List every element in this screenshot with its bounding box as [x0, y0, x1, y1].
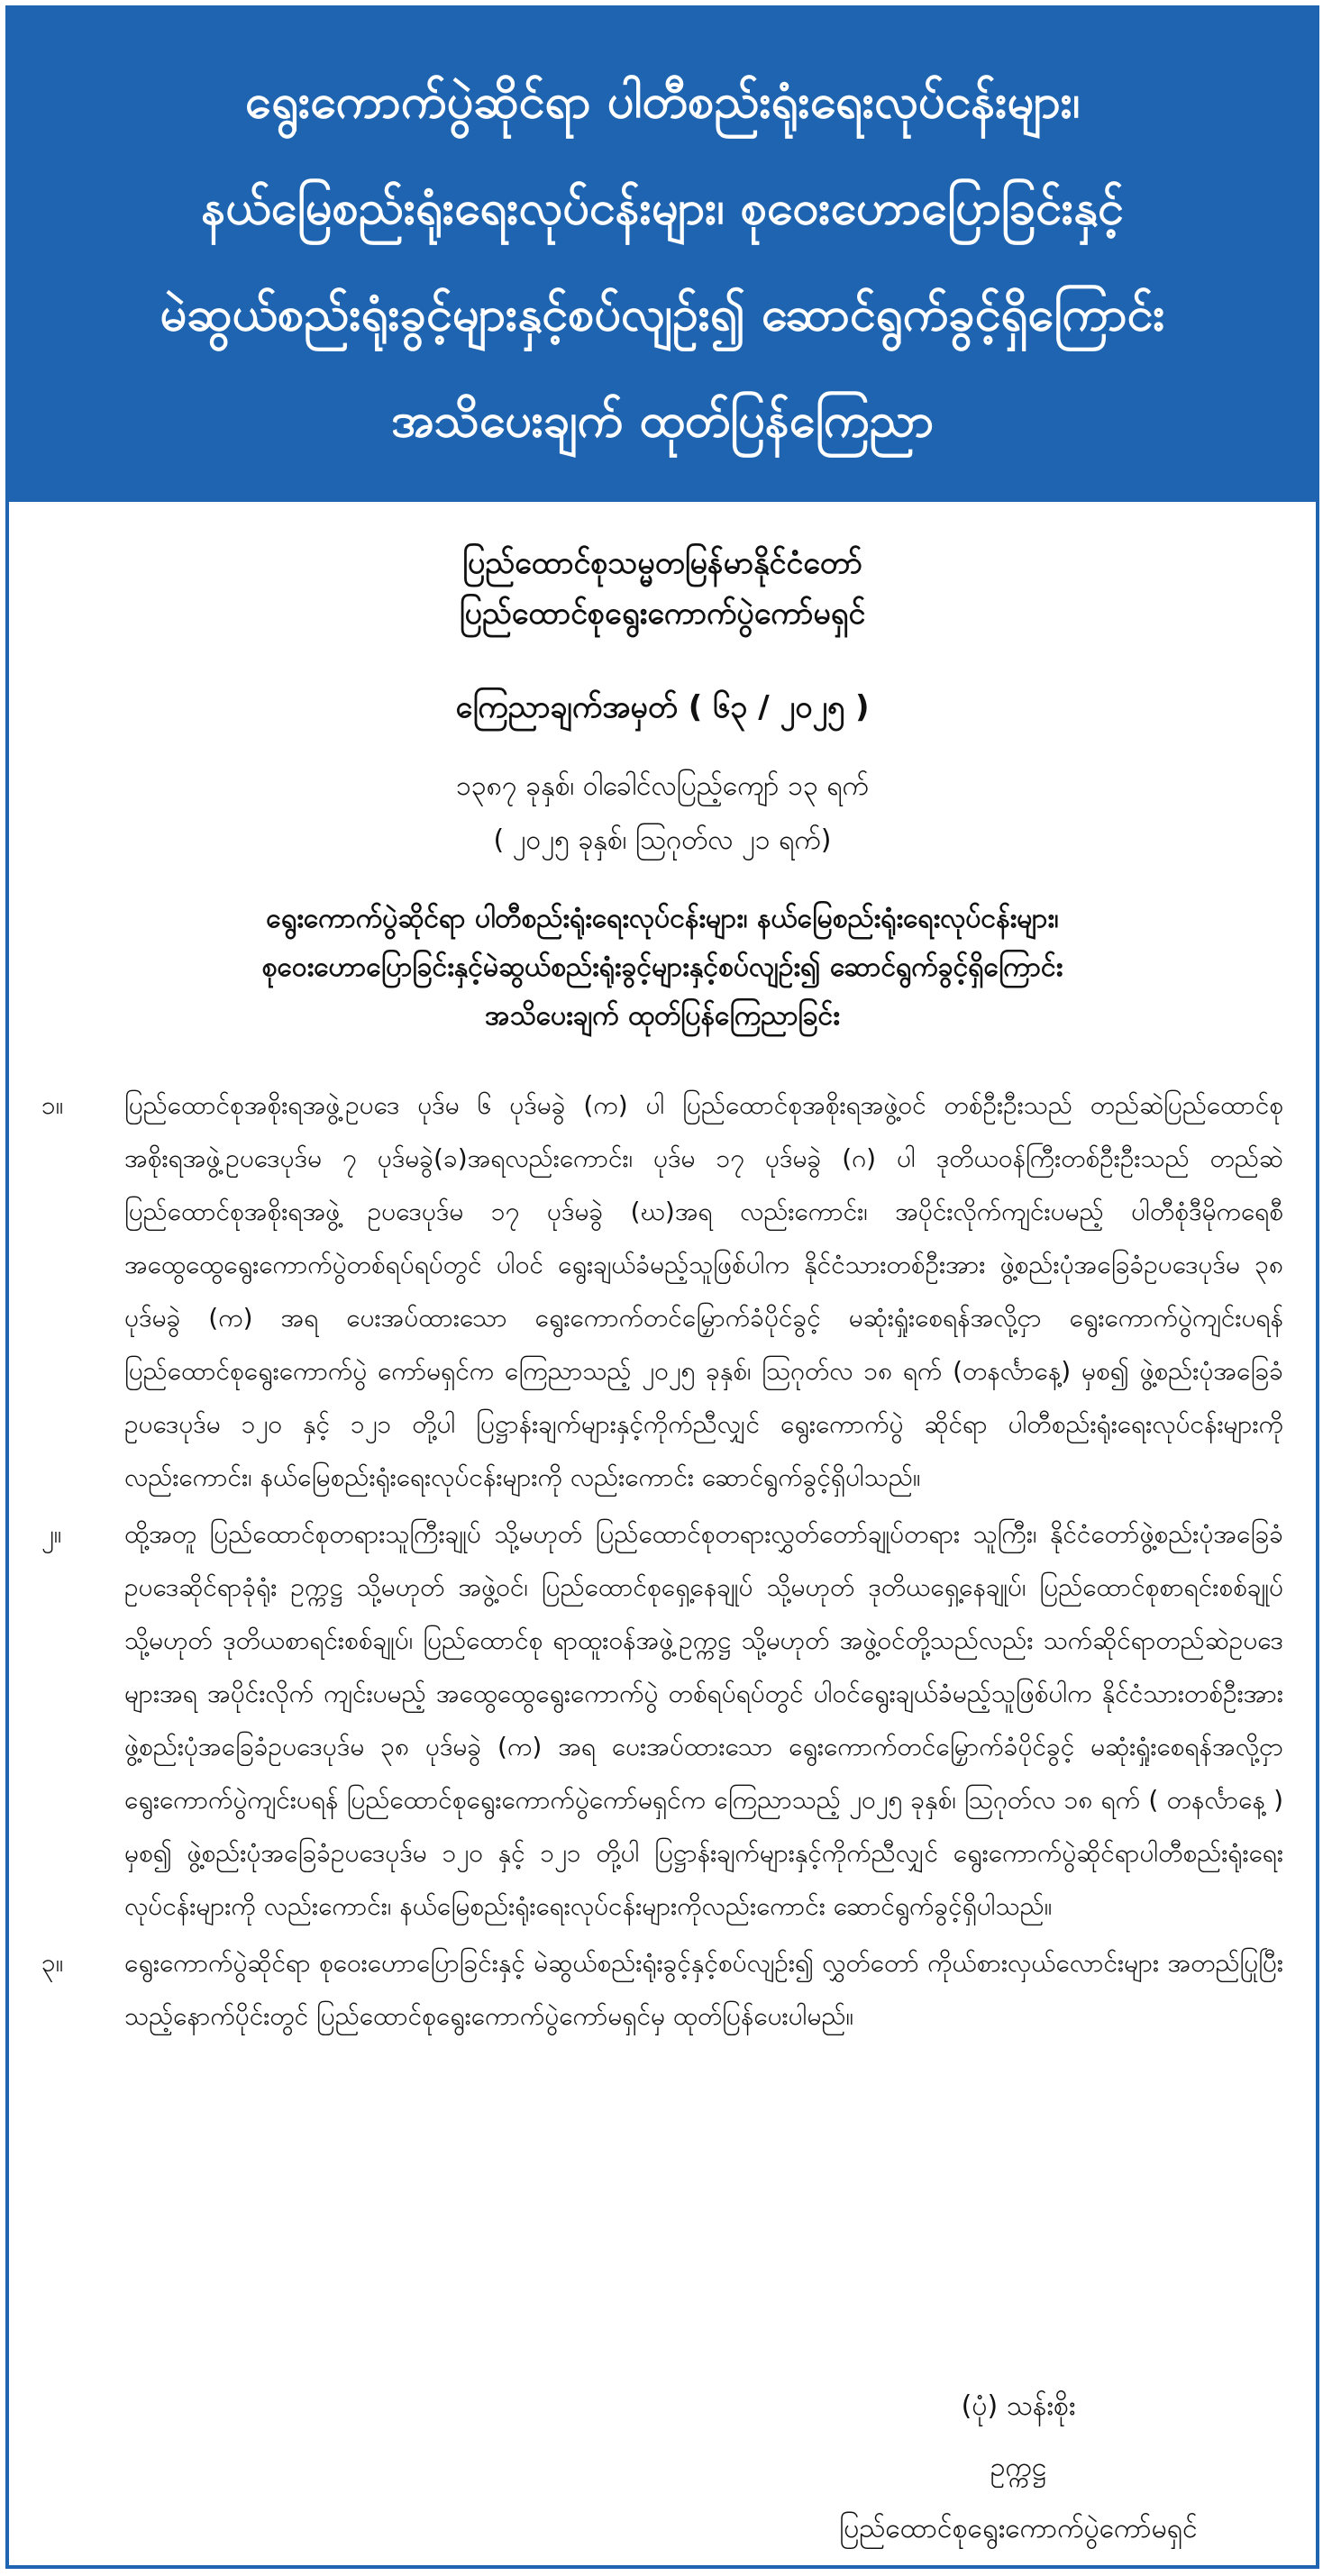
date-gregorian: ( ၂၀၂၅ ခုနှစ်၊ ဩဂုတ်လ ၂၁ ရက်): [493, 824, 832, 856]
org-name-commission: ပြည်ထောင်စုရွေးကောက်ပွဲကော်မရှင်: [459, 596, 866, 632]
paragraph-3: [41, 1936, 1283, 2043]
date-block: [9, 760, 1316, 868]
paragraph-number: ၃။: [41, 1948, 64, 1978]
paragraph-number: ၁။: [41, 1090, 64, 1120]
banner-title-line-2: နယ်မြေစည်းရုံးရေးလုပ်ငန်းများ၊ စုဝေးဟောပြောခြင်းနှင့်: [201, 181, 1124, 235]
issuing-organization: [9, 538, 1316, 639]
subject-heading: [9, 895, 1316, 1041]
banner-title-line-1: ရွေးကောက်ပွဲဆိုင်ရာ ပါတီစည်းရုံးရေးလုပ်ငန်းများ၊: [244, 75, 1081, 129]
announcement-body: [41, 1079, 1283, 2043]
paragraph-text: ရွေးကောက်ပွဲဆိုင်ရာ စုဝေးဟောပြောခြင်းနှင့် မဲဆွယ်စည်းရုံးခွင့်နှင့်စပ်လျဉ်း၍ လွှတ်တော် ကိုယ်စားလှယ်လောင်းများ အတည်ပြုပြီးသည့်နောက်ပိုင်းတွင် ပြည်ထောင်စုရွေးကောက်ပွဲကော်မရှင်မှ ထုတ်ပြန်ပေးပါမည်။: [124, 1948, 1283, 2031]
signatory-title: ဥက္ကဋ္ဌ: [990, 2452, 1047, 2483]
signatory-organization: ပြည်ထောင်စုရွေးကောက်ပွဲကော်မရှင်: [839, 2513, 1198, 2544]
paragraph-number: ၂။: [41, 1519, 62, 1549]
subject-line-1: ရွေးကောက်ပွဲဆိုင်ရာ ပါတီစည်းရုံးရေးလုပ်ငန်းများ၊ နယ်မြေစည်းရုံးရေးလုပ်ငန်းများ၊: [266, 903, 1059, 934]
paragraph-text: ပြည်ထောင်စုအစိုးရအဖွဲ့ဥပဒေ ပုဒ်မ ၆ ပုဒ်မခွဲ (က) ပါ ပြည်ထောင်စုအစိုးရအဖွဲ့ဝင် တစ်ဦးဦးသည် တည်ဆဲပြည်ထောင်စုအစိုးရအဖွဲ့ဥပဒေပုဒ်မ ၇ ပုဒ်မခွဲ(ခ)အရလည်းကောင်း၊ ပုဒ်မ ၁၇ ပုဒ်မခွဲ (ဂ) ပါ ဒုတိယဝန်ကြီးတစ်ဦးဦးသည် တည်ဆဲပြည်ထောင်စုအစိုးရအဖွဲ့ ဥပဒေပုဒ်မ ၁၇ ပုဒ်မခွဲ (ဃ)အရ လည်းကောင်း၊ အပိုင်းလိုက်ကျင်းပမည့် ပါတီစုံဒီမိုကရေစီအထွေထွေရွေးကောက်ပွဲတစ်ရပ်ရပ်တွင် ပါဝင် ရွေးချယ်ခံမည့်သူဖြစ်ပါက နိုင်ငံသားတစ်ဦးအား ဖွဲ့စည်းပုံအခြေခံဥပဒေပုဒ်မ ၃၈ ပုဒ်မခွဲ (က) အရ ပေးအပ်ထားသော ရွေးကောက်တင်မြှောက်ခံပိုင်ခွင့် မဆုံးရှုံးစေရန်အလို့ငှာ ရွေးကောက်ပွဲကျင်းပရန် ပြည်ထောင်စုရွေးကောက်ပွဲ ကော်မရှင်က ကြေညာသည့် ၂၀၂၅ ခုနှစ်၊ ဩဂုတ်လ ၁၈ ရက် (တနင်္လာနေ့) မှစ၍ ဖွဲ့စည်းပုံအခြေခံဥပဒေပုဒ်မ ၁၂၀ နှင့် ၁၂၁ တို့ပါ ပြဋ္ဌာန်းချက်များနှင့်ကိုက်ညီလျှင် ရွေးကောက်ပွဲ ဆိုင်ရာ ပါတီစည်းရုံးရေးလုပ်ငန်းများကိုလည်းကောင်း၊ နယ်မြေစည်းရုံးရေးလုပ်ငန်းများကို လည်းကောင်း ဆောင်ရွက်ခွင့်ရှိပါသည်။: [124, 1090, 1283, 1492]
paragraph-text: ထို့အတူ ပြည်ထောင်စုတရားသူကြီးချုပ် သို့မဟုတ် ပြည်ထောင်စုတရားလွှတ်တော်ချုပ်တရား သူကြီး၊ နိုင်ငံတော်ဖွဲ့စည်းပုံအခြေခံဥပဒေဆိုင်ရာခုံရုံး ဥက္ကဋ္ဌ သို့မဟုတ် အဖွဲ့ဝင်၊ ပြည်ထောင်စုရှေ့နေချုပ် သို့မဟုတ် ဒုတိယရှေ့နေချုပ်၊ ပြည်ထောင်စုစာရင်းစစ်ချုပ် သို့မဟုတ် ဒုတိယစာရင်းစစ်ချုပ်၊ ပြည်ထောင်စု ရာထူးဝန်အဖွဲ့ဥက္ကဋ္ဌ သို့မဟုတ် အဖွဲ့ဝင်တို့သည်လည်း သက်ဆိုင်ရာတည်ဆဲဥပဒေများအရ အပိုင်းလိုက် ကျင်းပမည့် အထွေထွေရွေးကောက်ပွဲ တစ်ရပ်ရပ်တွင် ပါဝင်ရွေးချယ်ခံမည့်သူဖြစ်ပါက နိုင်ငံသားတစ်ဦးအား ဖွဲ့စည်းပုံအခြေခံဥပဒေပုဒ်မ ၃၈ ပုဒ်မခွဲ (က) အရ ပေးအပ်ထားသော ရွေးကောက်တင်မြှောက်ခံပိုင်ခွင့် မဆုံးရှုံးစေရန်အလို့ငှာ ရွေးကောက်ပွဲကျင်းပရန် ပြည်ထောင်စုရွေးကောက်ပွဲကော်မရှင်က ကြေညာသည့် ၂၀၂၅ ခုနှစ်၊ ဩဂုတ်လ ၁၈ ရက် ( တနင်္လာနေ့ ) မှစ၍ ဖွဲ့စည်းပုံအခြေခံဥပဒေပုဒ်မ ၁၂၀ နှင့် ၁၂၁ တို့ပါ ပြဋ္ဌာန်းချက်များနှင့်ကိုက်ညီလျှင် ရွေးကောက်ပွဲဆိုင်ရာပါတီစည်းရုံးရေးလုပ်ငန်းများကို လည်းကောင်း၊ နယ်မြေစည်းရုံးရေးလုပ်ငန်းများကိုလည်းကောင်း ဆောင်ရွက်ခွင့်ရှိပါသည်။: [124, 1519, 1284, 1921]
notice-number: ကြေညာချက်အမှတ် ( ၆၃ / ၂၀၂၅ ): [455, 689, 870, 725]
signatory-name: (ပုံ) သန်းစိုး: [961, 2390, 1076, 2422]
announcement-frame: [5, 5, 1319, 2569]
paragraph-2: [41, 1507, 1283, 1933]
banner-title-line-3: မဲဆွယ်စည်းရုံးခွင့်များနှင့်စပ်လျဉ်း၍ ဆောင်ရွက်ခွင့်ရှိကြောင်း: [160, 287, 1165, 341]
org-name-state: ပြည်ထောင်စုသမ္မတမြန်မာနိုင်ငံတော်: [462, 545, 862, 581]
date-myanmar: ၁၃၈၇ ခုနှစ်၊ ဝါခေါင်လပြည့်ကျော် ၁၃ ရက်: [455, 770, 870, 802]
title-banner: [9, 9, 1316, 502]
paragraph-1: [41, 1079, 1283, 1504]
signature-block: [829, 2376, 1208, 2560]
banner-title-line-4: အသိပေးချက် ထုတ်ပြန်ကြေညာ: [390, 394, 935, 448]
subject-line-2: စုဝေးဟောပြောခြင်းနှင့်မဲဆွယ်စည်းရုံးခွင့်များနှင့်စပ်လျဉ်း၍ ဆောင်ရွက်ခွင့်ရှိကြောင်း: [261, 951, 1063, 983]
subject-line-3: အသိပေးချက် ထုတ်ပြန်ကြေညာခြင်း: [485, 1000, 840, 1032]
